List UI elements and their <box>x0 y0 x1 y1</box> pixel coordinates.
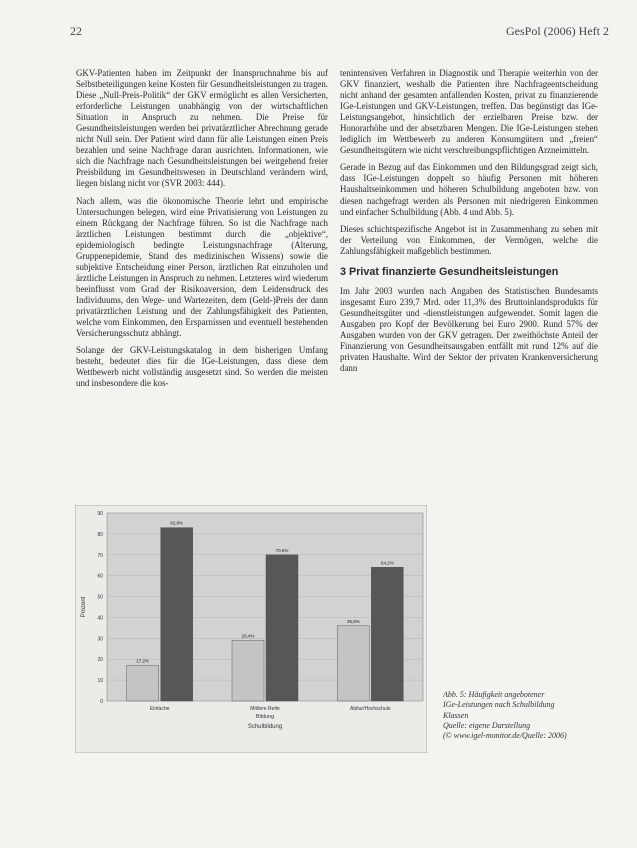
y-tick-label: 10 <box>97 678 103 685</box>
y-tick-label: 80 <box>97 531 103 538</box>
y-tick-label: 60 <box>97 573 103 580</box>
paragraph: Dieses schichtspezifische Angebot ist in Zusammenhang zu sehen mit der Verteilung von Einkommen, der Vermögen, welche die Zahlungsfähigkeit maßgeblich bestimmen. <box>340 223 598 256</box>
right-column <box>340 68 598 380</box>
bar-chart <box>75 505 427 753</box>
bar-value-label: 64,2% <box>380 560 394 566</box>
section-heading: 3 Privat finanzierte Gesundheitsleistungen <box>340 265 559 278</box>
page-number: 22 <box>70 24 82 38</box>
y-tick-label: 40 <box>97 615 103 622</box>
bar <box>127 665 159 701</box>
x-axis-label: Schulbildung <box>247 724 283 730</box>
caption-line: Abb. 5: Häufigkeit angebotener <box>443 690 545 699</box>
bar-value-label: 29,4% <box>241 633 255 639</box>
paragraph: Nach allem, was die ökonomische Theorie lehrt und empirische Untersuchungen belegen, wird eine Privatisierung von Leistungen zu einem Rückgang der Nachfrage führen. So ist die Nachfrage nach ärztlichen Leistungen bestimmt durch die „objektive“, epidemiologisch bedingte Leistungsnachfrage (Alterung, Gruppenepidemie, Stand des medizinischen Wissens) sowie die subjektive Entscheidung einer Person, ärztlichen Rat einzuholen und ärztliche Leistungen in Anspruch zu nehmen. Letzteres wird wiederum beeinflusst vom Grad der Risikoaversion, dem Leidensdruck des Individuums, den Wege- und Wartezeiten, dem (Geld-)Preis der dann privatärztlichen Leistung und der Zahlungsfähigkeit des Patienten, welche vom Einkommen, den Ersparnissen und eventuell bestehenden Versicherungsschutz abhängt. <box>76 195 328 339</box>
caption-line: IGe-Leistungen nach Schulbildung <box>443 700 555 710</box>
x-axis-label-top: Bildung <box>255 714 275 720</box>
y-tick-label: 70 <box>97 552 103 559</box>
chart-svg <box>75 505 427 753</box>
bar <box>266 555 298 701</box>
bar <box>371 567 403 701</box>
y-tick-label: 50 <box>97 594 103 601</box>
y-tick-label: 30 <box>97 636 103 643</box>
paragraph: tenintensiven Verfahren in Diagnostik und Therapie weiterhin von der GKV finanziert, weshalb die Patienten ihre Nachfrageentscheidung nicht anhand der gesamten anfallenden Kosten, privat zu finanzierende IGe-Leistungen und GKV-Leistungen, treffen. Das begünstigt das IGe-Leistungsangebot, hinsichtlich der erzielbaren Preise bzw. der Honorarhöhe und der absetzbaren Mengen. Die IGe-Leistungen stehen lediglich im Wettbewerb zu anderen Konsumgütern und „freien“ Gesundheitsgütern wie nicht verschreibungspflichtigen Arzneimitteln. <box>340 68 598 156</box>
y-tick-label: 90 <box>97 511 103 517</box>
x-tick-label: Einfache <box>149 706 170 712</box>
bar-value-label: 17,2% <box>136 658 150 664</box>
paragraph: GKV-Patienten haben im Zeitpunkt der Inanspruchnahme bis auf Selbstbeteiligungen keine Kosten für Gesundheitsleistungen zu tragen. Diese „Null-Preis-Politik“ der GKV ermöglicht es allen Versicherten, erforderliche Leistungen unabhängig von der wirtschaftlichen Situation in Anspruch zu nehmen. Die Preise für Gesundheitsleistungen werden bei privatärztlicher Abrechnung gerade nicht Null sein. Der Patient wird dann für alle Leistungen einen Preis bezahlen und seine Nachfrage daran ausrichten. Informationen, wie sich die Nachfrage nach Gesundheitsleistungen bei weitgehend freier Preisbildung im Gesundheitswesen in Deutschland verändern wird, liegen bislang nicht vor (SVR 2003: 444). <box>76 68 328 189</box>
y-tick-label: 20 <box>97 657 103 664</box>
left-column <box>76 68 328 395</box>
y-axis-label: Prozent <box>81 596 87 618</box>
x-tick-label: Mittlere Reife <box>250 706 280 712</box>
caption-line: (© www.igel-monitor.de/Quelle: 2006) <box>443 731 567 741</box>
bar <box>337 626 369 701</box>
paragraph: Im Jahr 2003 wurden nach Angaben des Statistischen Bundesamts insgesamt Euro 239,7 Mrd. oder 11,3% des Bruttoinlandsprodukts für Gesundheitsgüter und -dienstleistungen aufgewendet. Somit lagen die Ausgaben pro Kopf der Bevölkerung bei Euro 2900. Rund 57% der Ausgaben wurden von der GKV getragen. Der zweithöchste Anteil der Finanzierung von Gesundheitsausgaben entfällt mit rund 12% auf die privaten Haushalte. Wird der Sektor der privaten Krankenversicherung dann <box>340 285 598 374</box>
bar <box>232 640 264 701</box>
y-tick-label: 0 <box>100 699 103 705</box>
paragraph: Solange der GKV-Leistungskatalog in dem bisherigen Umfang besteht, bedeutet dies für die IGe-Leistungen, dass diese dem Wettbewerb nicht vollständig ausgesetzt sind. So werden die meisten und insbesondere die kos- <box>76 345 328 389</box>
bar-value-label: 70,5% <box>275 547 289 553</box>
paragraph: Gerade in Bezug auf das Einkommen und den Bildungsgrad zeigt sich, dass IGe-Leistungen doppelt so häufig Personen mit höheren Haushaltseinkommen und höheren Schulbildung angeboten bzw. von diesen nachgefragt werden als Personen mit niedrigeren Einkommen und einfacher Schulbildung (Abb. 4 und Abb. 5). <box>340 162 598 217</box>
caption-line: Klassen <box>443 710 469 720</box>
journal-header: GesPol (2006) Heft 2 <box>506 24 609 38</box>
bar-value-label: 35,8% <box>346 618 360 624</box>
x-tick-label: Abitur/Hochschule <box>350 706 391 712</box>
caption-line: Quelle: eigene Darstellung <box>443 720 531 730</box>
figure-caption <box>443 690 603 741</box>
bar-value-label: 82,8% <box>170 520 184 526</box>
bar <box>161 528 193 701</box>
